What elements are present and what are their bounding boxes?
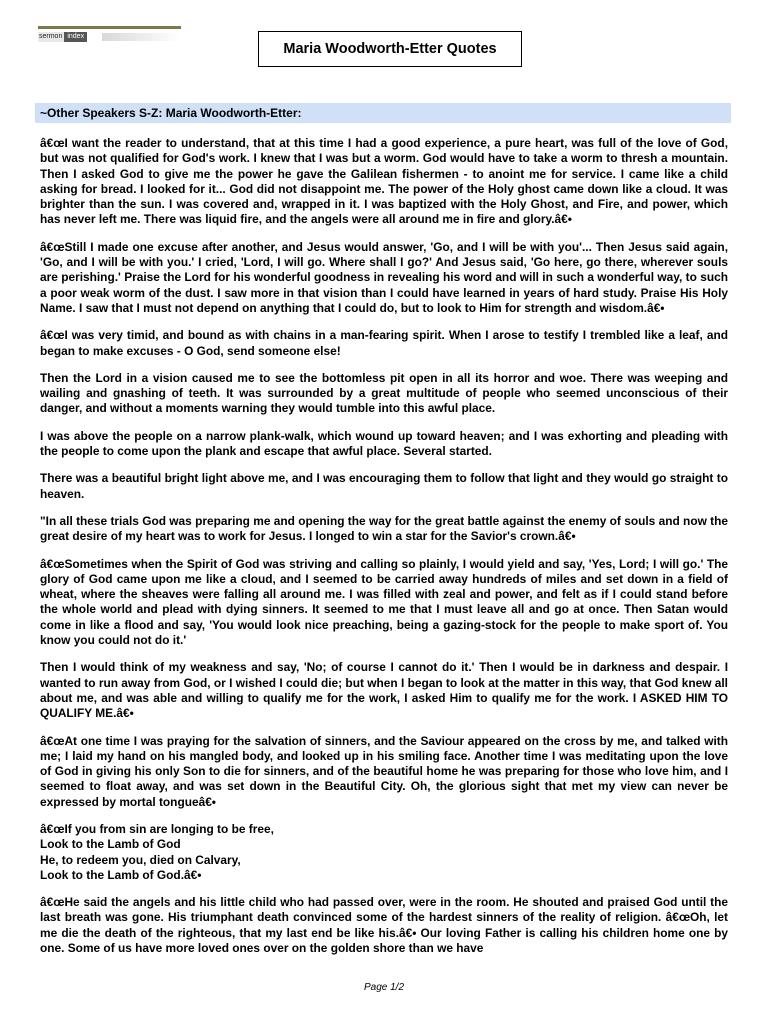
quote-paragraph: â€œI was very timid, and bound as with chains in a man-fearing spirit. When I arose to testify I trembled like a leaf, and began to make excuses - O God, send someone else!: [40, 328, 728, 358]
quote-paragraph: "In all these trials God was preparing me and opening the way for the great battle against the enemy of souls and now the great desire of my heart was to work for Jesus. I longed to win a star for the Savior's crown.â€•: [40, 513, 728, 544]
poem-line: â€œIf you from sin are longing to be free,: [40, 821, 274, 836]
page-number: Page 1/2: [363, 982, 405, 993]
poem-line: Look to the Lamb of God.â€•: [40, 867, 202, 882]
quote-paragraph: Then the Lord in a vision caused me to see the bottomless pit open in all its horror and woe. There was weeping and wailing and gnashing of teeth. It was surrounded by a great multitude of people who seemed unconscious of their danger, and without a moments warning they would tumble into this awful place.: [40, 370, 728, 416]
logo-word-sermon: sermon: [39, 33, 63, 40]
quote-paragraph: â€œSometimes when the Spirit of God was striving and calling so plainly, I would yield and say, 'Yes, Lord; I will go.' The glory of God came upon me like a cloud, and I seemed to be carried away hundreds of miles and set down in a field of wheat, where the sheaves were falling all around me. I was filled with zeal and power, and felt as if I could stand before the whole world and plead with dying sinners. It seemed to me that I must leave all and go at once. Then Satan would come in like a flood and say, 'You would look nice preaching, being a gazing-stock for the people to make sport of. You know you could not do it.': [40, 556, 728, 648]
poem-line: He, to redeem you, died on Calvary,: [40, 852, 241, 867]
quote-paragraph: â€œAt one time I was praying for the salvation of sinners, and the Saviour appeared on the cross by me, and talked with me; I laid my hand on his mangled body, and looked up in his smiling face. Another time I was meditating upon the love of God in giving his only Son to die for sinners, and of the beautiful home he was preparing for those who love him, and I seemed to float away, and was set down in the Beautiful City. Oh, the glorious sight that met my view can never be expressed by mortal tongueâ€•: [40, 733, 728, 809]
logo-word-index: index: [64, 32, 87, 42]
poem-line: Look to the Lamb of God: [40, 837, 181, 852]
quote-paragraph: I was above the people on a narrow plank-walk, which wound up toward heaven; and I was exhorting and pleading with the people to come upon the plank and escape that awful place. Several started.: [40, 428, 728, 459]
page-title: Maria Woodworth-Etter Quotes: [258, 31, 522, 67]
section-heading: ~Other Speakers S-Z: Maria Woodworth-Etter:: [35, 103, 731, 123]
quote-paragraph: â€œStill I made one excuse after another, and Jesus would answer, 'Go, and I will be with you'... Then Jesus said again, 'Go, and I will be with you.' I cried, 'Lord, I will go. Where shall I go?' And Jesus said, 'Go here, go there, wherever souls are perishing.' Praise the Lord for his wonderful goodness in revealing his word and will in such a wonderful way, to such a poor weak worm of the dust. I saw more in that vision than I could have learned in years of hard study. Praise His Holy Name. I saw that I must not depend on anything that I could do, but to look to Him for strength and wisdom.â€•: [40, 239, 728, 315]
sermonindex-logo: [38, 26, 181, 44]
quote-paragraph: â€œHe said the angels and his little child who had passed over, were in the room. He shouted and praised God until the last breath was gone. His triumphant death convinced some of the hardest sinners of the reality of religion. â€œOh, let me die the death of the righteous, that my last end be like his.â€• Our loving Father is calling his children home one by one. Some of us have more loved ones over on the golden shore than we have: [40, 895, 728, 956]
quote-paragraph: There was a beautiful bright light above me, and I was encouraging them to follow that light and they would go straight to heaven.: [40, 471, 728, 501]
quotes-body: [40, 136, 728, 968]
poem-stanza: [40, 822, 728, 883]
quote-paragraph: â€œI want the reader to understand, that at this time I had a good experience, a pure heart, was full of the love of God, but was not qualified for God's work. I knew that I was but a worm. God would have to take a worm to thresh a mountain. Then I asked God to give me the power he gave the Galilean fishermen - to anoint me for service. I came like a child asking for bread. I looked for it... God did not disappoint me. The power of the Holy ghost came down like a cloud. It was brighter than the sun. I was covered and, wrapped in it. I was baptized with the Holy Ghost, and Fire, and power, which has never left me. There was liquid fire, and the angels were all around me in fire and glory.â€•: [40, 136, 728, 227]
quote-paragraph: Then I would think of my weakness and say, 'No; of course I cannot do it.' Then I would be in darkness and despair. I wanted to run away from God, or I wished I could die; but when I began to look at the matter in this way, that God knew all about me, and was able and willing to qualify me for the work, I asked Him to qualify me for the work. I ASKED HIM TO QUALIFY ME.â€•: [40, 660, 728, 721]
